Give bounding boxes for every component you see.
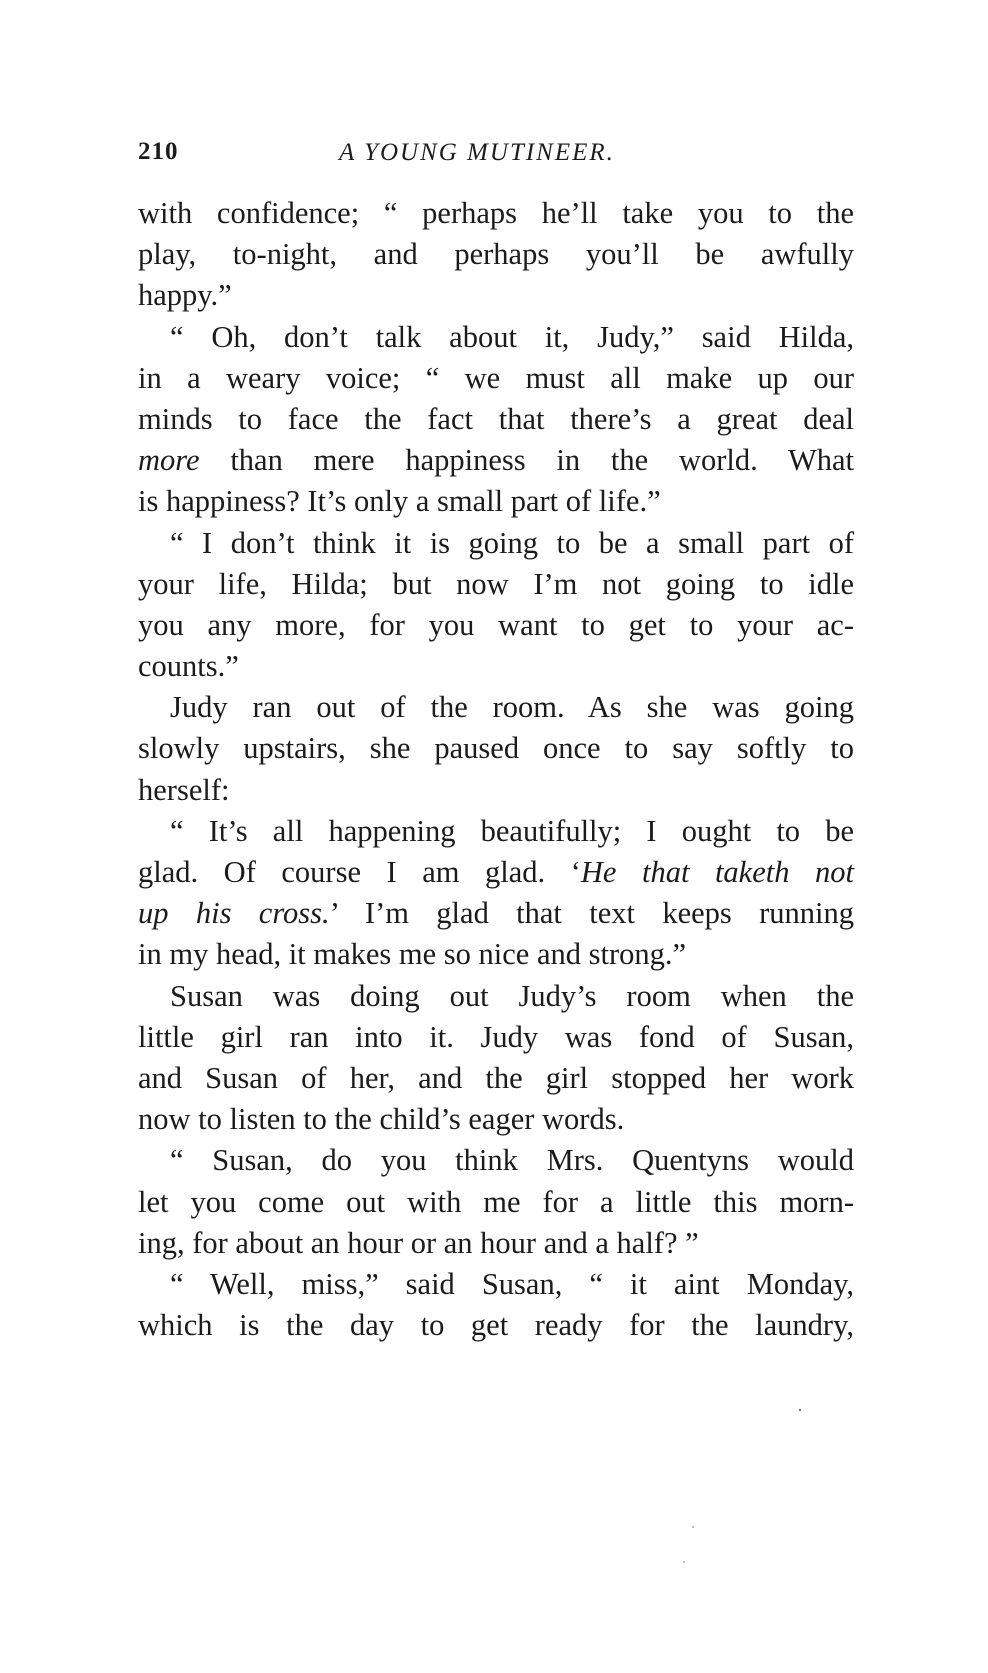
text-line: “ Well, miss,” said Susan, “ it aint Monday,: [170, 1266, 854, 1301]
ink-speck: [799, 1409, 801, 1411]
text-line: in my head, it makes me so nice and strong.”: [138, 937, 687, 972]
text-line: your life, Hilda; but now I’m not going to idle: [138, 566, 854, 601]
running-title: A YOUNG MUTINEER.: [339, 139, 615, 166]
text-line: play, to-night, and perhaps you’ll be awfully: [138, 237, 854, 272]
emphasis-text: up his cross.: [138, 896, 330, 931]
text-line: with confidence; “ perhaps he’ll take you to the: [138, 196, 854, 230]
text-line: “ Susan, do you think Mrs. Quentyns would: [170, 1143, 854, 1178]
page-header: [138, 138, 858, 178]
emphasis-text: more: [138, 443, 200, 478]
text-line: little girl ran into it. Judy was fond of Susan,: [138, 1019, 854, 1054]
text-line: [138, 440, 854, 481]
ink-speck: [692, 1526, 694, 1528]
page-number: 210: [138, 138, 179, 165]
text-line: now to listen to the child’s eager words.: [138, 1102, 625, 1137]
text-line: ing, for about an hour or an hour and a half? ”: [138, 1225, 699, 1260]
text-line: you any more, for you want to get to your ac-: [138, 607, 854, 642]
line-pre: glad. Of course I am glad. ‘: [138, 855, 581, 889]
text-line: “ I don’t think it is going to be a small part of: [170, 525, 854, 560]
text-line: and Susan of her, and the girl stopped her work: [138, 1060, 854, 1095]
text-line: Susan was doing out Judy’s room when the: [170, 978, 854, 1013]
text-line: “ It’s all happening beautifully; I ought to be: [170, 813, 854, 848]
text-line: which is the day to get ready for the laundry,: [138, 1308, 854, 1343]
text-line: Judy ran out of the room. As she was going: [170, 690, 854, 725]
text-line: is happiness? It’s only a small part of life.”: [138, 484, 661, 519]
body-text: [138, 193, 854, 1346]
text-line: [138, 893, 854, 934]
text-line: in a weary voice; “ we must all make up our: [138, 360, 854, 395]
ink-speck: [683, 1561, 685, 1563]
text-line: counts.”: [138, 649, 239, 684]
text-line: “ Oh, don’t talk about it, Judy,” said Hilda,: [170, 319, 854, 354]
text-line: let you come out with me for a little this morn-: [138, 1184, 854, 1219]
emphasis-text: He that taketh not: [580, 855, 854, 889]
text-line: minds to face the fact that there’s a great deal: [138, 401, 854, 436]
text-line: happy.”: [138, 278, 232, 313]
line-rest: than mere happiness in the world. What: [199, 443, 854, 478]
line-rest: ’ I’m glad that text keeps running: [329, 896, 854, 931]
text-line: [138, 852, 854, 893]
text-line: slowly upstairs, she paused once to say softly to: [138, 731, 854, 766]
text-line: herself:: [138, 772, 230, 807]
